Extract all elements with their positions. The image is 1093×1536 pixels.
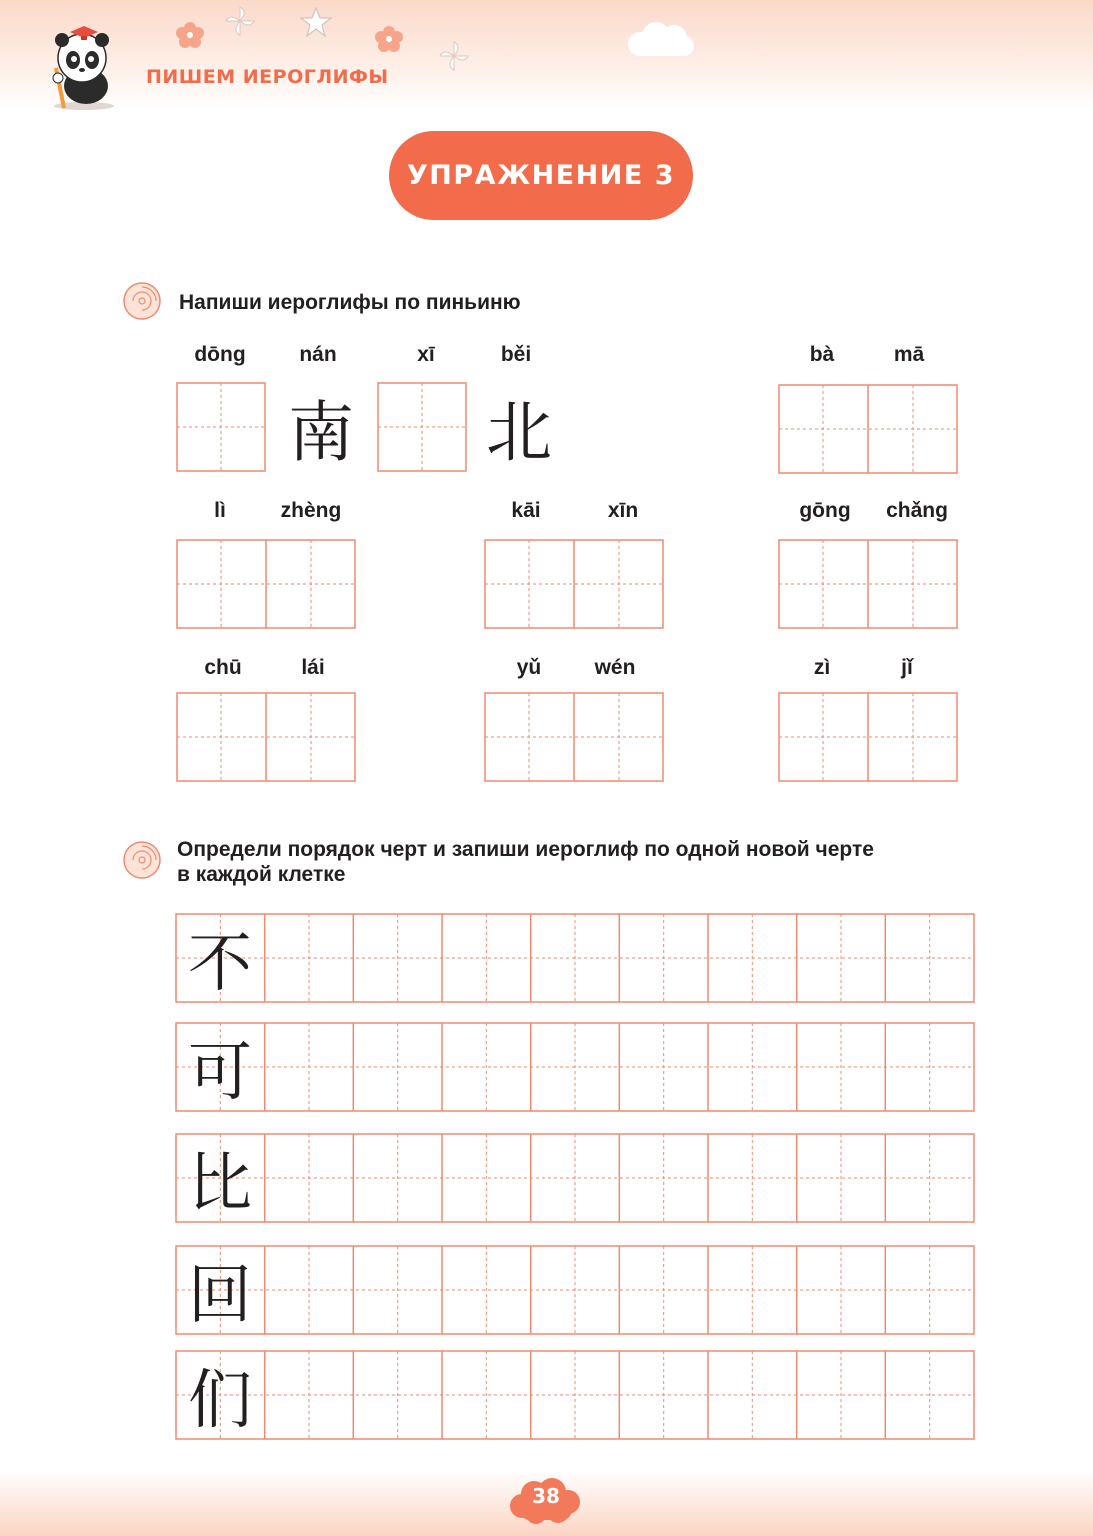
practice-character: 可 [188,1036,252,1110]
pinyin-label: yǔ [516,656,542,679]
writing-cell-pair[interactable] [484,539,664,629]
writing-cell-pair[interactable] [778,692,958,782]
writing-cell-pair[interactable] [778,384,958,474]
panda-mascot-icon [44,24,122,112]
writing-cell-pair[interactable] [176,539,356,629]
pinyin-label: lái [301,656,325,679]
pinyin-label: kāi [511,499,541,522]
pinyin-label: bà [809,343,835,366]
flower-icon [175,20,205,48]
pinwheel-icon [224,5,256,37]
page-number: 38 [532,1484,560,1508]
practice-character: 们 [188,1364,252,1438]
cloud-icon [626,20,696,60]
pinyin-label: chū [204,656,242,679]
section2-instruction [177,837,874,887]
pinyin-label: xīn [607,499,639,522]
exercise-title: УПРАЖНЕНИЕ 3 [389,131,693,220]
flower-icon [374,24,404,52]
pinyin-label: mā [893,343,925,366]
pinyin-label: dōng [194,343,246,366]
swirl-circle-icon [122,281,162,321]
writing-cell[interactable] [377,382,467,472]
pinyin-label: xī [417,343,435,366]
header-title: ПИШЕМ ИЕРОГЛИФЫ [146,66,389,88]
practice-row[interactable] [175,1133,975,1223]
practice-character: 不 [188,927,252,1001]
practice-row[interactable] [175,1245,975,1335]
swirl-circle-icon [122,840,162,880]
writing-cell-pair[interactable] [176,692,356,782]
pinyin-label: nán [299,343,337,366]
pinyin-label: zì [813,656,831,679]
section2-instruction-line2: в каждой клетке [177,863,346,886]
writing-cell-pair[interactable] [778,539,958,629]
section1-instruction: Напиши иероглифы по пиньиню [179,291,521,314]
pinyin-label: gōng [799,499,851,522]
pinyin-label: lì [214,499,226,522]
pinyin-label: zhèng [280,499,342,522]
section2-instruction-line1: Определи порядок черт и запиши иероглиф по одной новой черте [177,838,874,861]
header-band [0,0,1093,110]
practice-character: 比 [188,1147,252,1221]
star-icon [300,6,332,38]
writing-cell-pair[interactable] [484,692,664,782]
pinyin-label: wén [594,656,636,679]
writing-cell[interactable] [176,382,266,472]
hanzi-example: 南 [288,393,354,471]
practice-row[interactable] [175,913,975,1003]
pinwheel-icon [438,40,470,72]
practice-row[interactable] [175,1350,975,1440]
pinyin-label: jǐ [901,656,913,679]
practice-character: 回 [188,1259,252,1333]
practice-row[interactable] [175,1022,975,1112]
pinyin-label: chǎng [886,499,948,522]
pinyin-label: běi [500,343,532,366]
hanzi-example: 北 [486,393,552,471]
